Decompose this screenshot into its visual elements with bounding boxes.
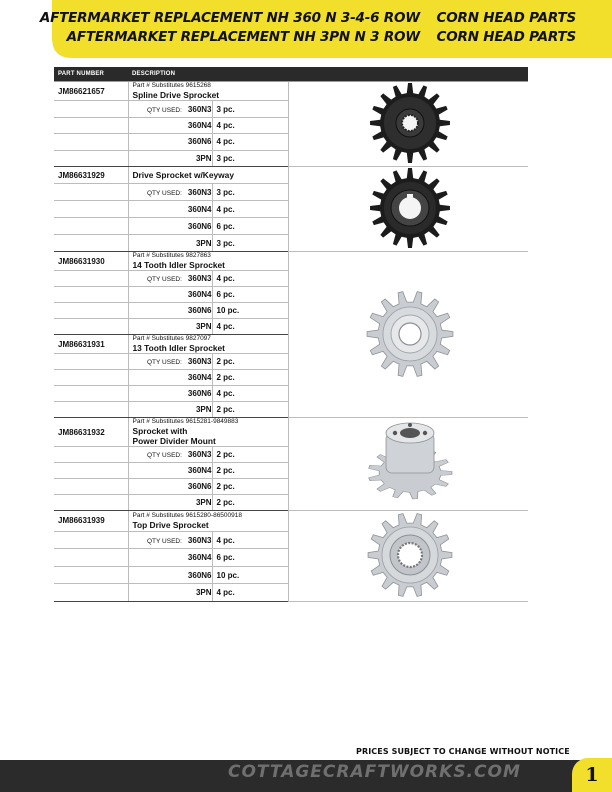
product-image-cell	[288, 511, 528, 602]
spline-drive-sprocket-image	[366, 82, 454, 164]
qty-model	[128, 184, 212, 201]
product-image-cell	[288, 252, 528, 418]
page-number: 1	[572, 758, 612, 792]
top-drive-sprocket-image	[364, 511, 456, 599]
chevron-icon: »	[423, 10, 433, 26]
table-header-row	[54, 67, 528, 82]
model-code: 360N6	[128, 218, 212, 235]
qty-model	[128, 101, 212, 117]
part-name: Top Drive Sprocket	[132, 519, 209, 530]
model-code: 360N3	[187, 274, 212, 283]
quantity: 4 pc.	[212, 386, 288, 402]
table-row	[54, 511, 528, 532]
model-code: 3PN	[128, 235, 212, 252]
qty-used-label: QTY USED:	[147, 359, 182, 366]
part-description	[128, 82, 288, 101]
part-number: JM86631939	[54, 511, 128, 532]
part-name: Sprocket with	[132, 426, 188, 436]
quantity: 4 pc.	[212, 319, 288, 335]
part-number: JM86621657	[54, 82, 128, 101]
header-line-1-right: CORN HEAD PARTS	[436, 10, 576, 26]
model-code: 360N4	[128, 201, 212, 218]
header-line-2	[67, 29, 576, 45]
model-code: 360N3	[187, 187, 212, 197]
quantity: 6 pc.	[212, 549, 288, 567]
quantity: 10 pc.	[212, 303, 288, 319]
quantity: 2 pc.	[212, 402, 288, 418]
part-name-line-2: Power Divider Mount	[132, 436, 216, 446]
substitute-note: Part # Substitutes 9615280-86500918	[132, 511, 243, 519]
qty-used-label: QTY USED:	[147, 106, 182, 114]
parts-table	[54, 67, 528, 602]
drive-sprocket-keyway-image	[366, 167, 454, 249]
quantity: 2 pc.	[212, 495, 288, 511]
model-code: 360N3	[187, 357, 212, 366]
substitute-note: Part # Substitutes 9827863	[132, 252, 211, 259]
quantity: 4 pc.	[212, 134, 288, 150]
model-code: 360N6	[128, 479, 212, 495]
model-code: 3PN	[128, 584, 212, 602]
product-image-cell	[288, 418, 528, 511]
substitute-note: Part # Substitutes 9827097	[132, 335, 211, 342]
model-code: 3PN	[128, 319, 212, 335]
quantity: 2 pc.	[212, 354, 288, 370]
model-code: 360N3	[187, 535, 212, 545]
model-code: 360N4	[128, 287, 212, 303]
part-name: 13 Tooth Idler Sprocket	[132, 343, 225, 353]
idler-sprocket-image	[362, 289, 458, 379]
qty-used-label: QTY USED:	[147, 537, 182, 545]
model-code: 360N6	[128, 134, 212, 150]
model-code: 360N4	[128, 463, 212, 479]
header-line-1-left: AFTERMARKET REPLACEMENT NH 360 N 3-4-6 ROW	[39, 10, 420, 26]
qty-used-label: QTY USED:	[147, 452, 182, 459]
quantity: 3 pc.	[212, 235, 288, 252]
model-code: 3PN	[128, 150, 212, 166]
quantity: 10 pc.	[212, 566, 288, 584]
substitute-note: Part # Substitutes 9615268	[132, 82, 211, 90]
model-code: 360N4	[128, 549, 212, 567]
column-header-part-number: PART NUMBER	[54, 67, 128, 82]
part-number: JM86631931	[54, 335, 128, 354]
page-header	[0, 0, 612, 58]
quantity: 2 pc.	[212, 370, 288, 386]
model-code: 360N3	[187, 104, 212, 114]
part-name: Spline Drive Sprocket	[132, 90, 220, 101]
column-header-description: DESCRIPTION	[128, 67, 528, 82]
quantity: 2 pc.	[212, 463, 288, 479]
model-code: 360N3	[187, 450, 212, 459]
product-image-cell	[288, 82, 528, 167]
qty-model	[128, 271, 212, 287]
chevron-icon: »	[423, 29, 433, 45]
table-row	[54, 418, 528, 447]
header-line-2-left: AFTERMARKET REPLACEMENT NH 3PN N 3 ROW	[66, 29, 420, 45]
table-row	[54, 167, 528, 184]
part-number: JM86631932	[54, 418, 128, 447]
price-notice: PRICES SUBJECT TO CHANGE WITHOUT NOTICE	[356, 747, 570, 756]
part-number: JM86631930	[54, 252, 128, 271]
quantity: 6 pc.	[212, 287, 288, 303]
quantity: 4 pc.	[212, 201, 288, 218]
qty-model	[128, 531, 212, 549]
header-line-1	[40, 10, 576, 26]
part-name: 14 Tooth Idler Sprocket	[132, 260, 225, 270]
table-row	[54, 82, 528, 101]
quantity: 2 pc.	[212, 447, 288, 463]
quantity: 4 pc.	[212, 271, 288, 287]
part-description	[128, 167, 288, 184]
part-description	[128, 511, 288, 532]
quantity: 3 pc.	[212, 184, 288, 201]
model-code: 360N4	[128, 370, 212, 386]
part-description	[128, 418, 288, 447]
qty-used-label: QTY USED:	[147, 276, 182, 283]
qty-used-label: QTY USED:	[147, 189, 182, 197]
quantity: 2 pc.	[212, 479, 288, 495]
model-code: 3PN	[128, 402, 212, 418]
model-code: 360N4	[128, 117, 212, 133]
quantity: 4 pc.	[212, 531, 288, 549]
part-name: Drive Sprocket w/Keyway	[132, 170, 234, 180]
quantity: 6 pc.	[212, 218, 288, 235]
power-divider-sprocket-image	[364, 418, 456, 508]
website-link[interactable]: COTTAGECRAFTWORKS.COM	[228, 762, 521, 782]
part-number: JM86631929	[54, 167, 128, 184]
model-code: 360N6	[128, 566, 212, 584]
qty-model	[128, 354, 212, 370]
model-code: 360N6	[128, 386, 212, 402]
model-code: 360N6	[128, 303, 212, 319]
qty-model	[128, 447, 212, 463]
quantity: 4 pc.	[212, 117, 288, 133]
quantity: 4 pc.	[212, 584, 288, 602]
model-code: 3PN	[128, 495, 212, 511]
quantity: 3 pc.	[212, 150, 288, 166]
part-description	[128, 252, 288, 271]
header-line-2-right: CORN HEAD PARTS	[436, 29, 576, 45]
product-image-cell	[288, 167, 528, 252]
quantity: 3 pc.	[212, 101, 288, 117]
table-row	[54, 252, 528, 271]
substitute-note: Part # Substitutes 9615281-9849883	[132, 418, 239, 425]
part-description	[128, 335, 288, 354]
